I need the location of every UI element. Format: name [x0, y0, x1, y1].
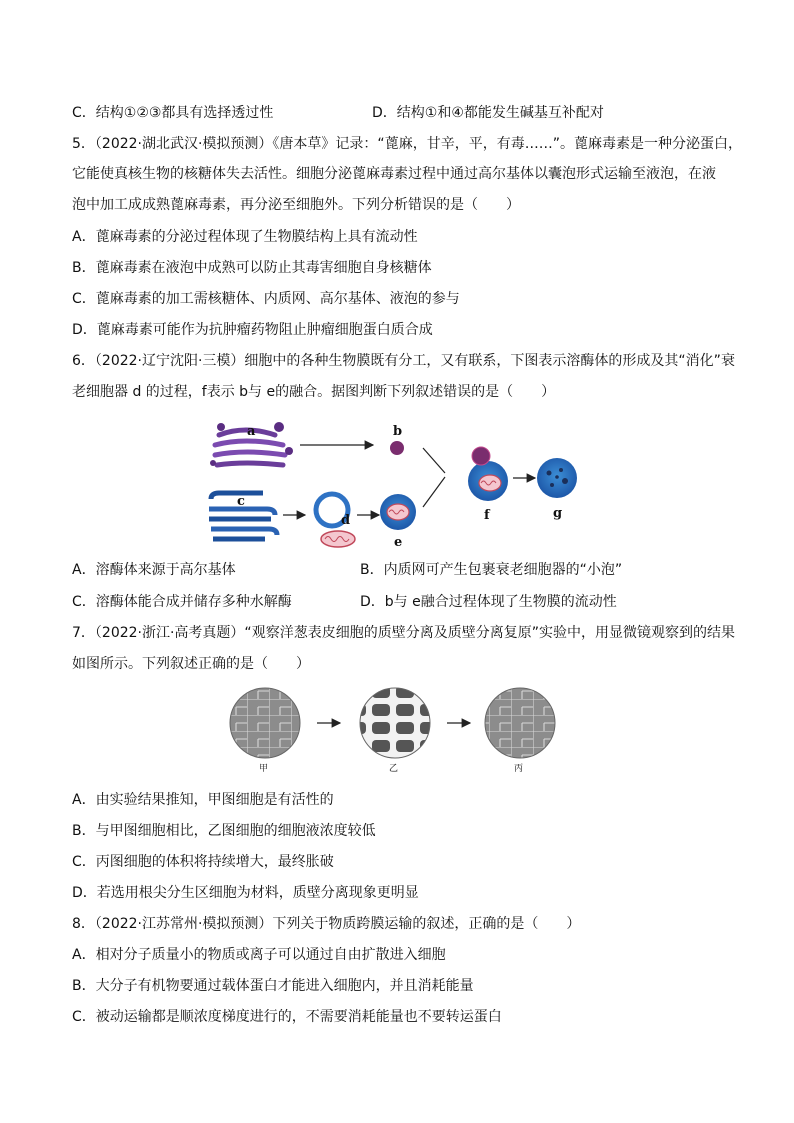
q5-option-b: B．蓖麻毒素在液泡中成熟可以防止其毒害细胞自身核糖体: [72, 260, 432, 276]
plasmolysis-figure: [225, 683, 575, 778]
label-g: g: [553, 506, 563, 521]
cells-yi-micrograph: [360, 688, 430, 758]
label-c: c: [237, 494, 245, 509]
q8-stem-line-1: 8．（2022·江苏常州·模拟预测）下列关于物质跨膜运输的叙述，正确的是（ ）: [72, 916, 581, 932]
label-e: e: [394, 535, 403, 550]
q8-option-b: B．大分子有机物要通过载体蛋白才能进入细胞内，并且消耗能量: [72, 978, 474, 994]
label-yi: 乙: [389, 764, 399, 774]
q8-option-a: A．相对分子质量小的物质或离子可以通过自由扩散进入细胞: [72, 947, 446, 963]
q8-option-c: C．被动运输都是顺浓度梯度进行的，不需要消耗能量也不要转运蛋白: [72, 1009, 502, 1025]
q6-option-b: B．内质网可产生包裹衰老细胞器的“小泡”: [360, 562, 623, 578]
label-d: d: [341, 513, 351, 528]
label-jia: 甲: [259, 764, 269, 774]
primary-lysosome-b: [390, 441, 404, 455]
q4-option-d: D．结构①和④都能发生碱基互补配对: [372, 105, 604, 121]
q5-stem-line-2: 它能使真核生物的核糖体失去活性。细胞分泌蓖麻毒素过程中通过高尔基体以囊泡形式运输至液泡，在液: [72, 166, 716, 182]
label-b: b: [393, 424, 403, 439]
q7-option-b: B．与甲图细胞相比，乙图细胞的细胞液浓度较低: [72, 823, 376, 839]
cells-jia-micrograph: [230, 688, 300, 758]
q5-stem-line-1: 5．（2022·湖北武汉·模拟预测）《唐本草》记录：“蓖麻，甘辛，平，有毒……”。蓖麻毒素是一种分泌蛋白，: [72, 136, 742, 152]
label-f: f: [484, 508, 490, 523]
q6-option-a: A．溶酶体来源于高尔基体: [72, 562, 236, 578]
q6-option-c: C．溶酶体能合成并储存多种水解酶: [72, 594, 292, 610]
q7-option-c: C．丙图细胞的体积将持续增大，最终胀破: [72, 854, 334, 870]
q7-option-a: A．由实验结果推知，甲图细胞是有活性的: [72, 792, 334, 808]
cells-bing-micrograph: [485, 688, 555, 758]
lysosome-figure: [205, 415, 590, 555]
q6-option-d: D．b与 e融合过程体现了生物膜的流动性: [360, 594, 617, 610]
label-bing: 丙: [514, 764, 524, 774]
q5-option-a: A．蓖麻毒素的分泌过程体现了生物膜结构上具有流动性: [72, 229, 418, 245]
q6-stem-line-2: 老细胞器 d 的过程，f表示 b与 e的融合。据图判断下列叙述错误的是（ ）: [72, 384, 556, 400]
q7-stem-line-1: 7．（2022·浙江·高考真题）“观察洋葱表皮细胞的质壁分离及质壁分离复原”实验中，用显微镜观察到的结果: [72, 625, 735, 641]
q7-option-d: D．若选用根尖分生区细胞为材料，质壁分离现象更明显: [72, 885, 419, 901]
label-a: a: [247, 424, 256, 439]
q4-option-c: C．结构①②③都具有选择透过性: [72, 105, 274, 121]
q6-stem-line-1: 6．（2022·辽宁沈阳·三模）细胞中的各种生物膜既有分工，又有联系，下图表示溶酶体的形成及其“消化”衰: [72, 353, 735, 369]
q5-stem-line-3: 泡中加工成成熟蓖麻毒素，再分泌至细胞外。下列分析错误的是（ ）: [72, 197, 520, 213]
senescent-mitochondrion-d: [321, 531, 355, 547]
q5-option-d: D．蓖麻毒素可能作为抗肿瘤药物阻止肿瘤细胞蛋白质合成: [72, 322, 433, 338]
q5-option-c: C．蓖麻毒素的加工需核糖体、内质网、高尔基体、液泡的参与: [72, 291, 460, 307]
q7-stem-line-2: 如图所示。下列叙述正确的是（ ）: [72, 656, 310, 672]
